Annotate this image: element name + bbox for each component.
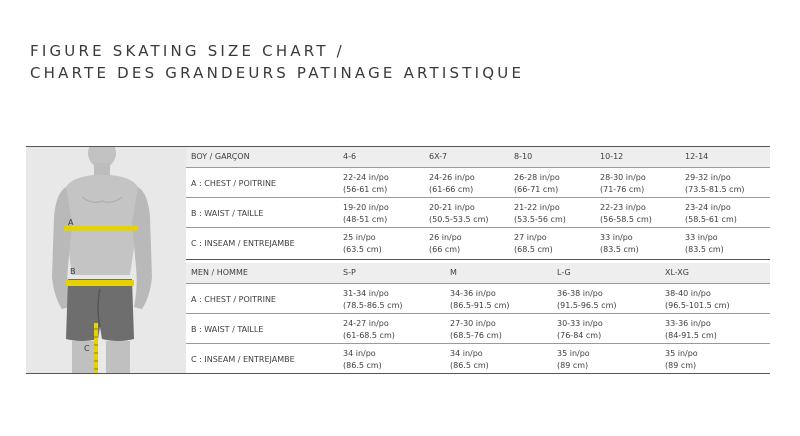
row-label: B : WAIST / TAILLE	[191, 209, 264, 218]
row-label: A : CHEST / POITRINE	[191, 179, 276, 188]
boy-size-col: 12-14	[685, 152, 709, 161]
table-cell: 34 in/po (86.5 cm)	[343, 349, 382, 370]
table-cell: 30-33 in/po (76-84 cm)	[557, 319, 603, 340]
table-cell: 21-22 in/po (53.5-56 cm)	[514, 203, 566, 224]
table-cell: 28-30 in/po (71-76 cm)	[600, 173, 646, 194]
waist-tape	[66, 280, 134, 286]
page-subtitle: CHARTE DES GRANDEURS PATINAGE ARTISTIQUE	[30, 64, 525, 82]
torso-shape	[66, 175, 138, 275]
table-cell: 26 in/po (66 cm)	[429, 233, 462, 254]
table-row	[186, 284, 770, 314]
measurement-figure	[26, 147, 186, 373]
table-row	[186, 198, 770, 228]
table-cell: 27-30 in/po (68.5-76 cm)	[450, 319, 502, 340]
table-cell: 34 in/po (86.5 cm)	[450, 349, 489, 370]
table-cell: 29-32 in/po (73.5-81.5 cm)	[685, 173, 745, 194]
boy-size-col: 8-10	[514, 152, 533, 161]
right-leg-shape	[106, 341, 130, 373]
boy-size-table	[186, 147, 770, 257]
boy-size-col: 4-6	[343, 152, 357, 161]
table-cell: 22-23 in/po (56-58.5 cm)	[600, 203, 652, 224]
table-cell: 23-24 in/po (58.5-61 cm)	[685, 203, 737, 224]
table-cell: 35 in/po (89 cm)	[665, 349, 698, 370]
row-label: C : INSEAM / ENTREJAMBE	[191, 355, 295, 364]
men-size-col: M	[450, 268, 457, 277]
body-silhouette-illustration	[26, 147, 186, 373]
men-size-col: XL-XG	[665, 268, 689, 277]
bottom-rule	[26, 373, 770, 374]
label-c: C	[84, 344, 90, 353]
men-size-col: L-G	[557, 268, 571, 277]
label-a: A	[68, 218, 74, 227]
table-cell: 35 in/po (89 cm)	[557, 349, 590, 370]
page-title: FIGURE SKATING SIZE CHART /	[30, 42, 345, 60]
table-cell: 20-21 in/po (50.5-53.5 cm)	[429, 203, 489, 224]
row-label: B : WAIST / TAILLE	[191, 325, 264, 334]
table-row	[186, 168, 770, 198]
men-header-row	[186, 263, 770, 284]
table-cell: 33-36 in/po (84-91.5 cm)	[665, 319, 717, 340]
table-cell: 34-36 in/po (86.5-91.5 cm)	[450, 289, 510, 310]
shorts-shape	[66, 279, 134, 341]
boy-header-label: BOY / GARÇON	[191, 152, 250, 161]
right-arm-shape	[132, 187, 152, 309]
section-divider	[186, 259, 770, 260]
boy-size-col: 6X-7	[429, 152, 448, 161]
table-cell: 38-40 in/po (96.5-101.5 cm)	[665, 289, 730, 310]
table-cell: 19-20 in/po (48-51 cm)	[343, 203, 389, 224]
label-b: B	[70, 267, 76, 276]
boy-header-row	[186, 147, 770, 168]
row-label: C : INSEAM / ENTREJAMBE	[191, 239, 295, 248]
table-cell: 22-24 in/po (56-61 cm)	[343, 173, 389, 194]
table-cell: 26-28 in/po (66-71 cm)	[514, 173, 560, 194]
men-size-table	[186, 263, 770, 373]
table-row	[186, 228, 770, 257]
table-cell: 33 in/po (83.5 cm)	[685, 233, 724, 254]
inseam-tape	[94, 323, 98, 373]
men-header-label: MEN / HOMME	[191, 268, 248, 277]
table-row	[186, 314, 770, 344]
neck-shape	[94, 163, 110, 177]
table-cell: 24-26 in/po (61-66 cm)	[429, 173, 475, 194]
table-cell: 27 in/po (68.5 cm)	[514, 233, 553, 254]
table-cell: 36-38 in/po (91.5-96.5 cm)	[557, 289, 617, 310]
chest-tape	[64, 226, 138, 231]
table-cell: 24-27 in/po (61-68.5 cm)	[343, 319, 395, 340]
table-cell: 31-34 in/po (78.5-86.5 cm)	[343, 289, 403, 310]
men-size-col: S-P	[343, 268, 356, 277]
row-label: A : CHEST / POITRINE	[191, 295, 276, 304]
table-row	[186, 344, 770, 373]
table-cell: 33 in/po (83.5 cm)	[600, 233, 639, 254]
table-cell: 25 in/po (63.5 cm)	[343, 233, 382, 254]
boy-size-col: 10-12	[600, 152, 624, 161]
